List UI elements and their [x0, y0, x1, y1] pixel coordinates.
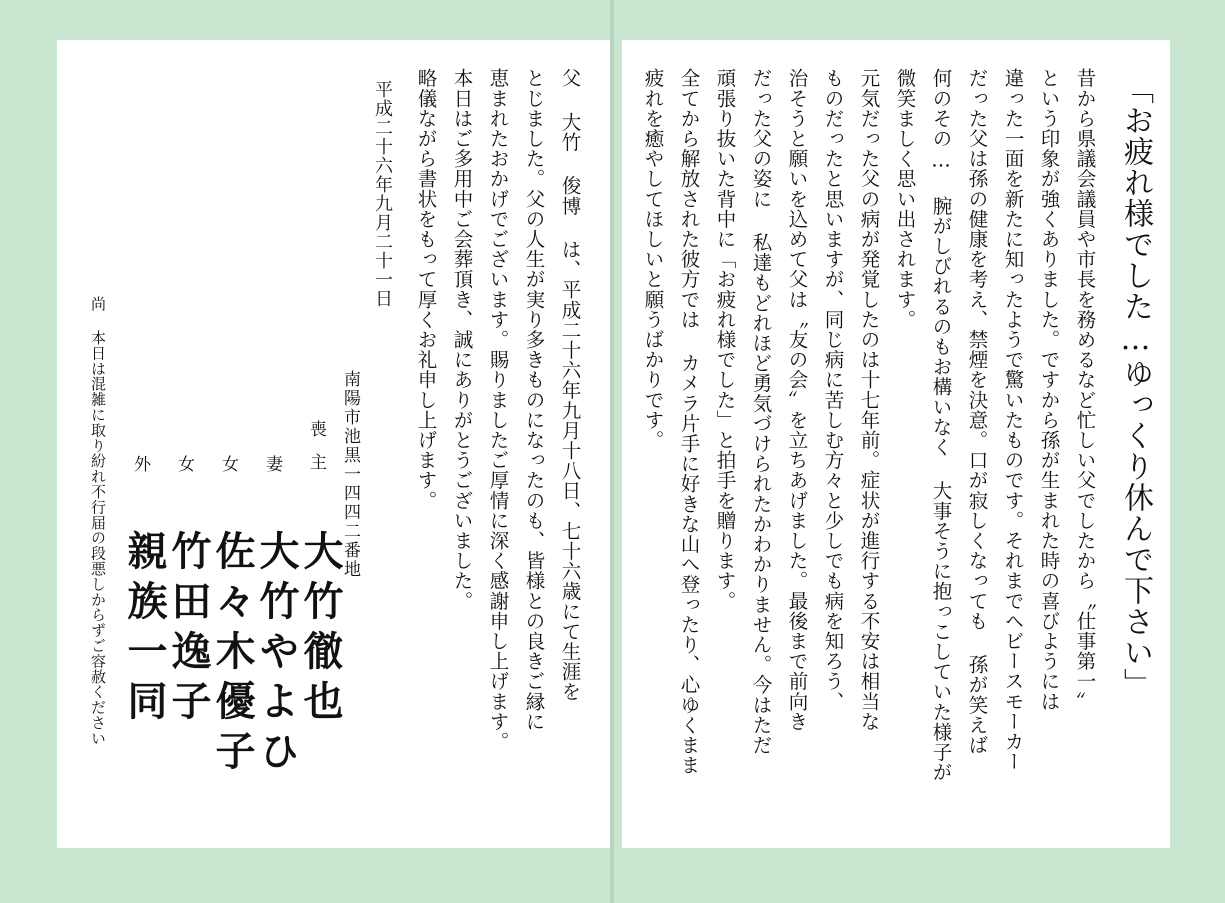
signatory-name: 佐々木優子: [209, 530, 256, 780]
signatory-name: 大竹徹也: [297, 530, 344, 730]
message-line: 疲れを癒やしてほしいと願うばかりです。: [641, 68, 665, 450]
message-line: 治そうと願いを込めて父は〝友の会〟を立ちあげました。最後まで前向き: [785, 68, 809, 732]
message-line: 昔から県議会議員や市長を務めるなど忙しい父でしたから〝仕事第一〟: [1073, 68, 1097, 712]
message-line: という印象が強くありました。ですから孫が生まれた時の喜びようには: [1037, 68, 1061, 712]
message-line: 全てから解放された彼方では カメラ片手に好きな山へ登ったり、心ゆくまま: [677, 68, 701, 775]
signatory-role: 女: [174, 455, 194, 472]
notice-line: 恵まれたおかげでございます。賜りましたご厚情に深く感謝申し上げます。: [486, 68, 510, 752]
message-line: 微笑ましく思い出されます。: [893, 68, 917, 330]
signatory-role: 喪主: [306, 420, 326, 486]
signatory-role: 外: [130, 455, 150, 472]
notice-date: 平成二十六年九月二十一日: [372, 80, 393, 308]
message-line: 違った一面を新たに知ったようで驚いたものです。それまでヘビースモーカー: [1001, 68, 1025, 772]
message-line: 何のその… 腕がしびれるのもお構いなく 大事そうに抱っこしていた様子が: [929, 68, 953, 782]
message-line: 元気だった父の病が発覚したのは十七年前。症状が進行する不安は相当な: [857, 68, 881, 732]
signatory-name: 竹田逸子: [165, 530, 212, 730]
message-line: だった父の姿に 私達もどれほど勇気づけられたかわかりません。今はただ: [749, 68, 773, 755]
message-line: 頑張り抜いた背中に「お疲れ様でした」と拍手を贈ります。: [713, 68, 737, 611]
signatory-role: 女: [218, 455, 238, 472]
postscript: 尚 本日は混雑に取り紛れ不行届の段悪しからずご容赦ください: [89, 296, 107, 746]
message-panel: [622, 40, 1170, 848]
signatory-name: 大竹やよひ: [253, 530, 300, 780]
notice-panel: [57, 40, 610, 848]
message-line: だった父は孫の健康を考え、禁煙を決意。口が寂しくなっても 孫が笑えば: [965, 68, 989, 755]
signatory-name: 親族一同: [121, 530, 168, 730]
notice-line: 略儀ながら書状をもって厚くお礼申し上げます。: [414, 68, 438, 511]
notice-line: 父 大竹 俊博 は、平成二十六年九月十八日、七十六歳にて生涯を: [558, 68, 582, 702]
notice-line: 本日はご多用中ご会葬頂き、誠にありがとうございました。: [450, 68, 474, 611]
message-title: 「お疲れ様でした…ゆっくり休んで下さい」: [1118, 74, 1153, 699]
notice-line: とじました。父の人生が実り多きものになったのも、皆様との良きご縁に: [522, 68, 546, 732]
card-fold: [610, 0, 614, 903]
signatory-role: 妻: [262, 455, 282, 472]
family-address: 南陽市池黒一四四二番地: [340, 370, 360, 579]
message-line: ものだったと思いますが、同じ病に苦しむ方々と少しでも病を知ろう、: [821, 68, 845, 712]
